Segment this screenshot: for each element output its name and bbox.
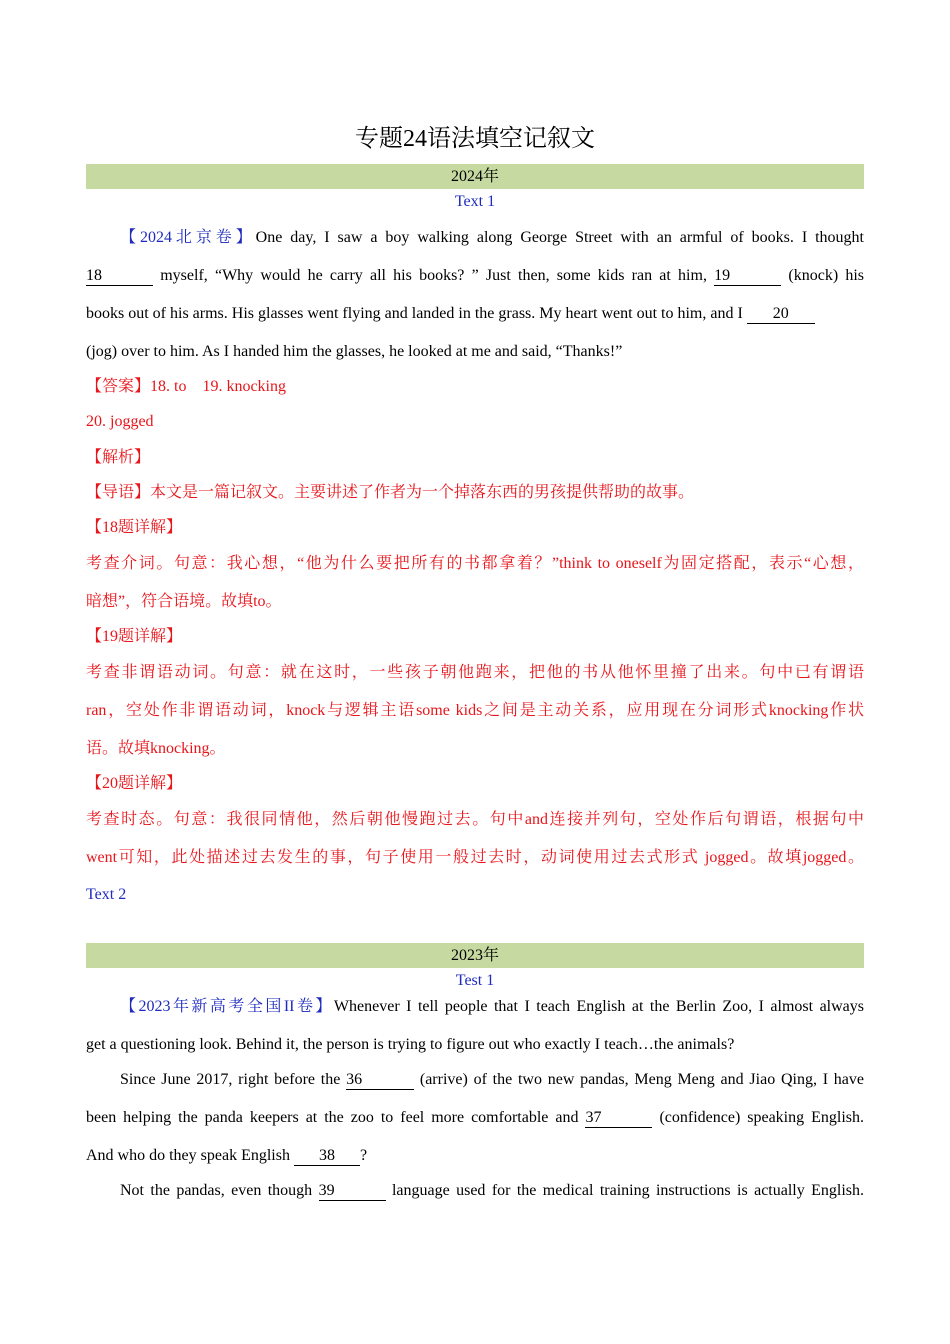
q18-heading: 【18题详解】 xyxy=(86,519,183,536)
blank-19: 19 xyxy=(714,267,781,286)
passage2-line-6: Not the pandas, even though 39 language used for the medical training instructions is actually English. xyxy=(120,1182,865,1199)
passage2-line-3: Since June 2017, right before the 36 (arrive) of the two new pandas, Meng Meng and Jiao Qing, I have xyxy=(120,1071,865,1088)
answer-line-1: 【答案】18. to 19. knocking xyxy=(86,378,286,395)
blank-36: 36 xyxy=(346,1071,414,1090)
blank-20: 20 xyxy=(747,305,815,324)
passage-line-1: 【2024北京卷】One day, I saw a boy walking along George Street with an armful of books. I thought xyxy=(120,229,864,246)
q18-line-1: 考查介词。句意：我心想，“他为什么要把所有的书都拿着？”think to oneself为固定搭配，表示“心想， xyxy=(86,555,864,572)
source-tag-2023: 【2023年新高考全国II卷】 xyxy=(120,998,334,1015)
year-band-2023: 2023年 xyxy=(86,943,864,968)
q20-heading: 【20题详解】 xyxy=(86,775,183,792)
q19-line-3: 语。故填knocking。 xyxy=(86,740,226,757)
test1-label: Test 1 xyxy=(455,972,495,989)
q18-line-2: 暗想”，符合语境。故填to。 xyxy=(86,593,282,610)
passage2-line-4: been helping the panda keepers at the zoo to feel more comfortable and 37 (confidence) speaking English. xyxy=(86,1109,864,1126)
passage-line-3: books out of his arms. His glasses went flying and landed in the grass. My heart went out to him, and I 20 xyxy=(86,302,864,326)
page-title: 专题24语法填空记叙文 xyxy=(355,126,595,152)
q19-heading: 【19题详解】 xyxy=(86,628,183,645)
year-band-2024: 2024年 xyxy=(86,164,864,189)
q19-line-1: 考查非谓语动词。句意：就在这时，一些孩子朝他跑来，把他的书从他怀里撞了出来。句中已有谓语 xyxy=(86,664,864,681)
blank-18: 18 xyxy=(86,267,153,286)
text2-label: Text 2 xyxy=(86,886,127,903)
intro-line: 【导语】本文是一篇记叙文。主要讲述了作者为一个掉落东西的男孩提供帮助的故事。 xyxy=(86,484,695,501)
passage-line-4: (jog) over to him. As I handed him the glasses, he looked at me and said, “Thanks!” xyxy=(86,343,623,360)
passage2-line-2: get a questioning look. Behind it, the person is trying to figure out who exactly I teach…the animals? xyxy=(86,1036,735,1053)
answer-line-2: 20. jogged xyxy=(86,413,154,430)
q20-line-2: went可知，此处描述过去发生的事，句子使用一般过去时，动词使用过去式形式 jogged。故填jogged。 xyxy=(86,849,864,866)
blank-39: 39 xyxy=(319,1182,386,1201)
q20-line-1: 考查时态。句意：我很同情他，然后朝他慢跑过去。句中and连接并列句，空处作后句谓语，根据句中 xyxy=(86,811,864,828)
blank-38: 38 xyxy=(294,1147,360,1166)
blank-37: 37 xyxy=(585,1109,652,1128)
passage2-line-5: And who do they speak English 38 ? xyxy=(86,1147,368,1164)
source-tag-2024: 【2024北京卷】 xyxy=(120,229,256,246)
passage-line-2: 18 myself, “Why would he carry all his books? ” Just then, some kids ran at him, 19 (knock) his xyxy=(86,267,865,284)
analysis-heading: 【解析】 xyxy=(86,449,151,466)
text1-label: Text 1 xyxy=(454,193,496,210)
passage2-line-1: 【2023年新高考全国II卷】Whenever I tell people that I teach English at the Berlin Zoo, I almost always xyxy=(120,998,864,1015)
q19-line-2: ran，空处作非谓语动词，knock与逻辑主语some kids之间是主动关系，应用现在分词形式knocking作状 xyxy=(86,702,864,719)
